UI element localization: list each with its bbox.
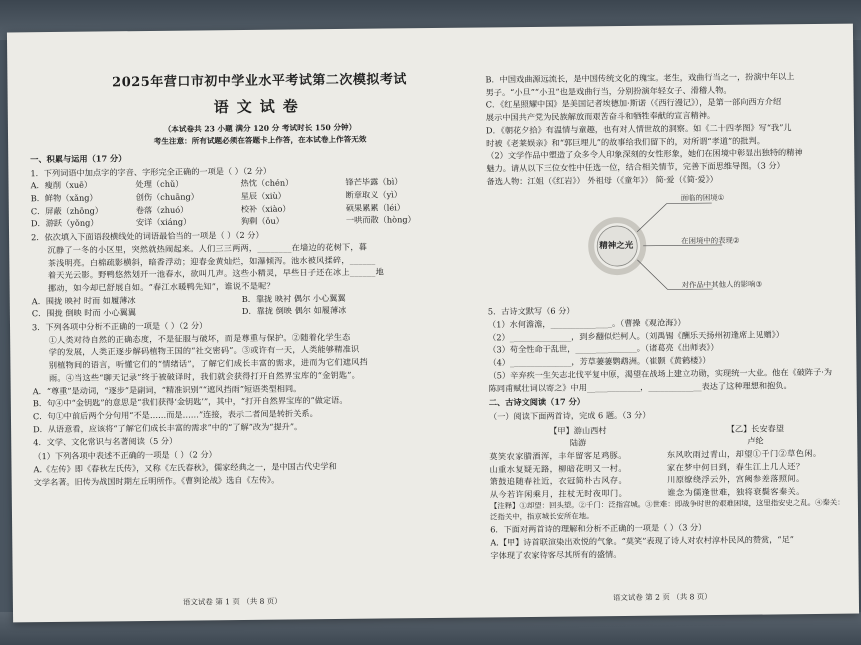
text-line: D．《朝花夕拾》有温情与童趣，也有对人情世故的洞察。如《二十四孝图》写“我”儿 (485, 122, 792, 136)
poem-a-title: 【甲】游山西村 (549, 424, 607, 436)
poem-a-author: 陆游 (569, 437, 587, 448)
passage-line: 着天光云影。野鸭悠然划开一池春水，欲叫几声。这些小精灵，早些日子还在冰上______地 (47, 266, 385, 281)
poem-b-title: 【乙】长安春望 (726, 422, 785, 434)
exam-subtitle: 语文试卷 (213, 97, 306, 117)
question-4-option-a (33, 459, 453, 489)
option-text: B．句④中“金钥匙”的意思是“我们获得‘金钥匙’”，其中，“打开自然界宝库的”做定语。 (32, 395, 348, 409)
text-line: （2）文学作品中塑造了众多令人印象深刻的女性形象，她们在困境中彰显出独特的精神 (486, 147, 803, 161)
poem-line: 莫笑农家腊酒浑，丰年留客足鸡豚。 (489, 450, 627, 462)
option-text: 安详（xiáng） (135, 216, 192, 228)
question-3: 3．下列各项中分析不正确的一项是（ ）（2 分） (31, 320, 208, 333)
poem-line: 从今若许闲乘月，拄杖无时夜叩门。 (489, 488, 628, 500)
question-6: 6．下面对两首诗的理解和分析不正确的一项是（ ）（3 分） (490, 522, 707, 535)
passage-line: 学的发展，人类正逐步解码植物王国的“社交密码”。③或许有一天，人类能够精准识 (48, 344, 360, 358)
option-text: A.《左传》即《春秋左氏传》，又称《左氏春秋》，儒家经典之一，是中国古代史学和 (33, 460, 337, 474)
option-text: C．屏蔽（zhōng） (30, 205, 104, 216)
question-1-options (30, 175, 451, 230)
page-1 (29, 70, 455, 619)
question-2: 2．依次填入下面语段横线处的词语最恰当的一项是（ ）（2 分） (31, 229, 264, 243)
text-line: 男子。“小旦”“小丑”也是戏曲行当，分别扮演年轻女子、滑稽人物。 (485, 84, 732, 98)
option-text: 文学名著。旧传为战国时期左丘明所作。《曹刿论战》选自《左传》。 (33, 474, 280, 487)
question-4-part-1: （1）下列各项中表述不正确的一项是（ ）（2 分） (33, 449, 217, 462)
option-text: 卷落（zhuó） (135, 204, 189, 215)
page-1-footer: 语文试卷 第 1 页 （共 8 页） (182, 596, 282, 607)
fill-blank-line: （4）_______________，芳草萋萋鹦鹉洲。（崔颢《黄鹤楼》） (488, 355, 711, 368)
option-text: 处理（chǔ） (135, 178, 184, 190)
question-5-lines (488, 315, 844, 395)
page-2-footer: 语文试卷 第 2 页 （共 8 页） (612, 592, 712, 603)
option-text: 星辰（xiù） (240, 190, 286, 202)
text-line: 展示中国共产党为民族解放而艰苦奋斗和牺牲奉献的宣言精神。 (485, 110, 716, 123)
option-text: D．游跃（yǒng） (30, 217, 99, 229)
fill-blank-line: 陈同甫赋壮词以寄之》中用_____________，_____________表达了这种理想和抱负。 (488, 379, 792, 393)
passage-line: 雨。④当这些“聊天记录”终于被破译时，我们就会获得打开自然界宝库的“金钥匙”。 (48, 369, 361, 383)
poem-notes: 【注释】①却望：回头望。②千门：泛指宫城。③世难：即战争时世的艰难困境，这里指安史之乱。④秦关：泛指关中，指京城长安所在地。 (489, 497, 845, 522)
fill-blank-line: （1）水何澹澹，_______________。（曹操《观沧海》） (487, 317, 686, 330)
option-text: A.【甲】诗首联渲染出欢悦的气象。“莫笑”表现了诗人对农村淳朴民风的赞赏，“足” (490, 534, 794, 548)
poem-line: 山重水复疑无路，柳暗花明又一村。 (489, 462, 627, 475)
question-1: 1．下列词语中加点字的字音、字形完全正确的一项是（ ）（2 分） (30, 165, 272, 178)
option-text: B．鲜物（xǎng） (30, 192, 98, 204)
exam-notice: 考生注意：所有试题必须在答题卡上作答，在本试卷上作答无效 (153, 134, 367, 147)
option-text: 字体现了农家待客尽其所有的盛情。 (490, 548, 622, 561)
mind-map (487, 188, 843, 304)
option-text: 锋芒毕露（bì） (345, 176, 403, 188)
poem-line: 川原缭绕浮云外，宫阙参差落照间。 (667, 473, 805, 486)
poem-b-author: 卢纶 (747, 435, 764, 447)
option-text: 创伤（chuāng） (135, 191, 199, 203)
passage-line: 别植物间的语言，听懂它们的“情绪话”，了解它们成长丰富的需求，进而为它们遮风挡 (48, 356, 368, 371)
exam-paper (7, 24, 859, 623)
passage-line: 挪动，如今却已舒展自如。“春江水暖鸭先知”，谁说不是呢？ (47, 280, 275, 293)
poem-line: 家在梦中何日到，春生江上几人还？ (666, 460, 805, 473)
fill-blank-line: （5）辛弃疾一生矢志北伐平复中原，渴望在战场上建立功勋，实现统一大业。他在《破阵子·为 (488, 366, 833, 381)
text-line: B．中国戏曲源远流长，是中国传统文化的瑰宝。老生，戏曲行当之一，扮演中年以上 (485, 71, 795, 85)
fill-blank-line: （2）_______________，到乡翻似烂柯人。（刘禹锡《酬乐天扬州初逢席上见赠》） (488, 329, 785, 343)
section-2-part-1: （一）阅读下面两首诗，完成 6 题。（3 分） (488, 409, 651, 422)
text-line: 备选人物：江姐（《红岩》） 外祖母（《童年》） 简·爱（《简·爱》） (486, 173, 718, 187)
question-3-passage (32, 330, 453, 385)
option-text: 硕果累累（léi） (345, 202, 406, 213)
option-text: C．围拢 倒映 时而 小心翼翼 (31, 307, 137, 319)
question-3-options (33, 380, 454, 435)
option-text: A．瘦削（xuē） (30, 179, 93, 191)
text-line: C．《红星照耀中国》是美国记者埃德加·斯诺（《西行漫记》），是第一部向西方介绍 (485, 96, 782, 110)
mind-map-branch-1: 面临的困境① (680, 193, 725, 203)
question-2-options (32, 290, 452, 320)
poem-line: 谁念为儒逢世难，独将衰鬓客秦关。 (667, 486, 805, 498)
fill-blank-line: （3）苟全性命于乱世，_______________。（诸葛亮《出师表》） (488, 342, 719, 355)
poems (489, 421, 845, 501)
poem-a-lines (489, 449, 667, 502)
poem-b (667, 421, 845, 499)
poem-line: 箫鼓追随春社近，衣冠简朴古风存。 (489, 475, 628, 487)
question-5: 5．古诗文默写（6 分） (487, 305, 575, 317)
option-text: A．围拢 映衬 时而 如履薄冰 (31, 294, 136, 306)
option-text: 一哄而散（hòng） (345, 214, 416, 226)
option-text: D．从语意看，应该将“了解它们成长丰富的需求”中的“了解”改为“提升”。 (33, 421, 303, 434)
question-6-option-a (490, 533, 845, 562)
option-text: B．靠拢 映衬 偶尔 小心翼翼 (241, 292, 346, 304)
question-4-continued (485, 70, 841, 188)
passage-line: 沉静了一冬的小区里，突然就热闹起来。人们三三两两，________在墙边的花树下，暮 (47, 241, 368, 255)
option-text: C．句①中前后两个分句用“不是……而是……”连接，表示二者间是转折关系。 (32, 408, 318, 422)
section-2-heading: 二、古诗文阅读（17 分） (488, 396, 586, 408)
option-text: 断章取义（yì） (345, 189, 403, 200)
exam-meta: （本试卷共 23 小题 满分 120 分 考试时长 150 分钟） (163, 123, 357, 135)
poem-b-lines (667, 447, 845, 500)
option-text: 狗剩（ǒu） (240, 215, 284, 227)
text-line: 魅力。请从以下三位女性中任选一位，结合相关情节，完善下面思维导图。（3 分） (486, 160, 785, 174)
option-text: 校补（xiào） (240, 203, 291, 214)
mind-map-center: 精神之光 (599, 241, 634, 252)
page-2 (485, 70, 846, 619)
mind-map-branch-3: 对作品中其他人的影响③ (681, 279, 763, 290)
poem-a (489, 423, 667, 501)
exam-title: 2025年营口市初中学业水平考试第二次模拟考试 (112, 72, 407, 91)
section-1-heading: 一、积累与运用（17 分） (30, 153, 127, 165)
mind-map-lines (487, 188, 843, 304)
mind-map-branch-2: 在困境中的表现② (681, 236, 740, 246)
option-text: A．“尊重”是动词，“逐步”是副词，“精准识别”“遮风挡雨”短语类型相同。 (32, 382, 302, 396)
question-2-passage (31, 240, 452, 295)
passage-line: ①人类对待自然的正确态度，不是征服与破坏，而是尊重与保护。②随着化学生态 (48, 331, 351, 345)
passage-line: 茶浅明亮。白棉疏影横斜，暗香浮动；迎春金黄灿烂，如瀑倾泻。池水被风揉碎，______ (47, 254, 376, 268)
poem-line: 东风吹雨过青山，却望①千门②草色闲。 (666, 448, 822, 460)
text-line: 时被《老莱娱亲》和“郭巨埋儿”的故事给我们留下的，对所谓“孝道”的批判。 (486, 135, 765, 148)
option-text: D．靠拢 倒映 偶尔 如履薄冰 (241, 305, 347, 317)
question-4: 4．文学、文化常识与名著阅读（5 分） (33, 436, 178, 448)
option-text: 热忱（chén） (240, 177, 294, 189)
